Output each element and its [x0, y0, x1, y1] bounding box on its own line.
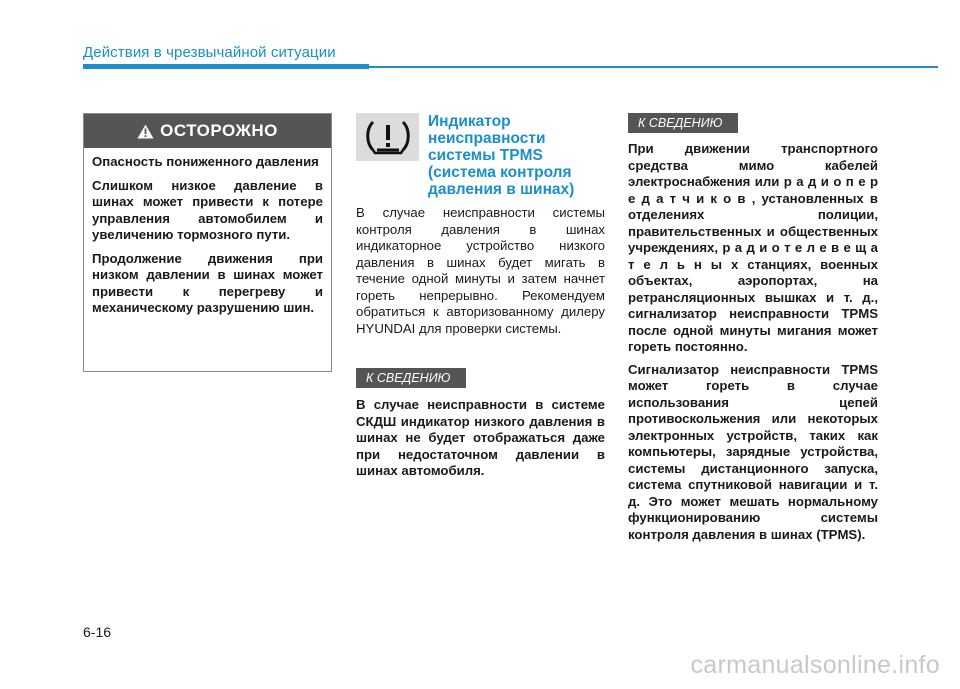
right-info-body: [628, 141, 878, 549]
section-title: Действия в чрезвычайной ситуации: [83, 44, 336, 61]
info-label: К СВЕДЕНИЮ: [356, 368, 466, 388]
tpms-icon-box: [356, 113, 419, 161]
warning-title: ОСТОРОЖНО: [160, 121, 278, 140]
warning-paragraph: Слишком низкое давление в шинах может привести к потере управления автомобилем и увеличению тормозного пути.: [92, 177, 323, 242]
warning-paragraph: Опасность пониженного давления: [92, 154, 319, 169]
header-rule-thin: [369, 66, 938, 68]
right-info-paragraph: При движении транспортного средства мимо кабелей электроснабжения или р а д и о п е р е д а т ч и к о в , установленных в отделениях полиции, правительственных и общественных учреждениях, р а д и о т е л е в е щ а т е л ь н ы х станциях, военных объектах, аэропортах, на ретрансляционных вышках и т. д., сигнализатор неисправности TPMS после одной минуты мигания может гореть постоянно.: [628, 141, 878, 354]
warning-triangle-icon: [137, 124, 154, 139]
right-info-paragraph: Сигнализатор неисправности TPMS может гореть в случае использования цепей противоскольжения или некоторых электронных устройств, таких как компьютеры, зарядные устройства, системы дистанционного запуска, система спутниковой навигации и т. д. Это может мешать нормальному функционированию системы контроля давления в шинах (TPMS).: [628, 361, 878, 542]
warning-box: [83, 113, 332, 372]
warning-paragraph: Продолжение движения при низком давлении в шинах может привести к перегреву и механическому разрушению шин.: [92, 250, 323, 315]
info-label-right: К СВЕДЕНИЮ: [628, 113, 738, 133]
warning-body: [84, 148, 331, 317]
tpms-body: В случае неисправности системы контроля давления в шинах индикаторное устройство низкого давления в шинах будет мигать в течение одной минуты и затем начнет гореть непрерывно. Рекомендуем обратиться к авторизованному дилеру HYUNDAI для проверки системы.: [356, 205, 605, 336]
watermark: carmanualsonline.info: [690, 651, 940, 679]
tpms-warning-icon: [364, 117, 412, 157]
warning-header: [84, 114, 331, 148]
page-number: 6-16: [83, 624, 112, 640]
info-text: В случае неисправности в системе СКДШ индикатор низкого давления в шинах не будет отображаться даже при недостаточном давлении в шинах автомобиля.: [356, 397, 605, 478]
header-rule-thick: [83, 64, 369, 69]
tpms-heading: Индикатор неисправности системы TPMS (система контроля давления в шинах): [428, 113, 575, 198]
